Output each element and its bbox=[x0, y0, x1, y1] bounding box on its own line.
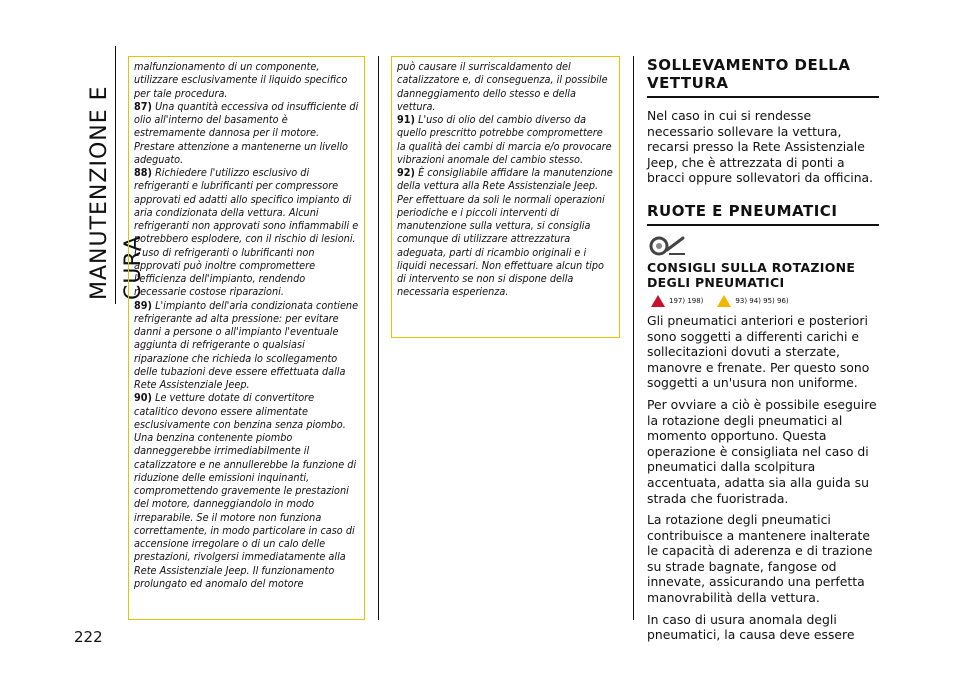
section-heading-lifting: SOLLEVAMENTO DELLA VETTURA bbox=[647, 56, 879, 98]
note-para: 89) L'impianto dell'aria condizionata contiene refrigerante ad alta pressione: per evitare danni a persone o all'impianto l'eventuale aggiunta di refrigerante o qualsiasi riparazione che richieda lo scollegamento delle tubazioni deve essere effettuata dalla Rete Assistenziale Jeep. bbox=[134, 298, 359, 391]
column-divider-2 bbox=[633, 56, 634, 620]
yellow-warning-triangle-icon bbox=[717, 295, 731, 307]
red-warning-triangle-icon bbox=[651, 295, 665, 307]
subheading-rotation: CONSIGLI SULLA ROTAZIONE DEGLI PNEUMATICI bbox=[647, 259, 856, 290]
note-para: 92) È consigliabile affidare la manutenzione della vettura alla Rete Assistenziale Jeep. Per effettuare da soli le normali operazioni periodiche e i piccoli interventi di manutenzione sulla vettura, si consiglia comunque di utilizzare attrezzatura adeguata, parti di ricambio originali e i liquidi necessari. Non effettuare alcun tipo di intervento se non si dispone della necessaria esperienza. bbox=[397, 166, 613, 299]
section-heading-wheels: RUOTE E PNEUMATICI bbox=[647, 202, 879, 226]
body-paragraph: La rotazione degli pneumatici contribuisce a mantenere inalterate le capacità di aderenza e di trazione su strade bagnate, fangose od innevate, assicurando una perfetta manovrabilità della vettura. bbox=[647, 512, 873, 606]
sidebar-rule bbox=[115, 46, 116, 304]
body-paragraph: In caso di usura anomala degli pneumatici, la causa deve essere bbox=[647, 611, 855, 643]
note-box-left bbox=[128, 56, 365, 620]
note-para: 91) L'uso di olio del cambio diverso da quello prescritto potrebbe compromettere la qualità dei cambi di marcia e/o provocare vibrazioni anomale del cambio stesso. bbox=[397, 113, 612, 166]
warning-refs-yellow: 93) 94) 95) 96) bbox=[735, 296, 789, 305]
warning-refs-red: 197) 198) bbox=[669, 296, 704, 305]
column-divider-1 bbox=[378, 56, 379, 620]
lifting-paragraph: Nel caso in cui si rendesse necessario sollevare la vettura, recarsi presso la Rete Assistenziale Jeep, che è attrezzata di ponti a bracci oppure sollevatori da officina. bbox=[647, 108, 874, 186]
note-para: 88) Richiedere l'utilizzo esclusivo di refrigeranti e lubrificanti per compressore approvati ed adatti allo specifico impianto di aria condizionata della vettura. Alcuni refrigeranti non approvati sono infiammabili e potrebbero esplodere, con il rischio di lesioni. L'uso di refrigeranti o lubrificanti non approvati può inoltre compromettere l'efficienza dell'impianto, rendendo necessarie costose riparazioni. bbox=[134, 166, 359, 299]
page-number: 222 bbox=[74, 628, 103, 646]
warning-refs bbox=[651, 295, 879, 307]
note-para: malfunzionamento di un componente, utilizzare esclusivamente il liquido specifico per tale procedura. bbox=[134, 60, 348, 100]
body-paragraph: Gli pneumatici anteriori e posteriori sono soggetti a differenti carichi e sollecitazioni dovuti a sterzate, manovre e frenate. Per questo sono soggetti a un'usura non uniforme. bbox=[647, 312, 870, 391]
sidebar-section-title: MANUTENZIONE E CURA bbox=[87, 85, 146, 300]
note-box-middle bbox=[391, 56, 620, 338]
tire-wrench-icon bbox=[649, 234, 689, 256]
right-column bbox=[647, 56, 879, 649]
note-para: può causare il surriscaldamento del catalizzatore e, di conseguenza, il possibile danneggiamento dello stesso e della vettura. bbox=[397, 60, 608, 113]
note-para: 90) Le vetture dotate di convertitore catalitico devono essere alimentate esclusivamente con benzina senza piombo. Una benzina contenente piombo danneggerebbe irrimediabilmente il catalizzatore e ne annullerebbe la funzione di riduzione delle emissioni inquinanti, compromettendo gravemente le prestazioni del motore, danneggiandolo in modo irreparabile. Se il motore non funziona correttamente, in modo particolare in caso di accensione irregolare o di un calo delle prestazioni, rivolgersi immediatamente alla Rete Assistenziale Jeep. Il funzionamento prolungato ed anomalo del motore bbox=[134, 391, 357, 590]
body-paragraph: Per ovviare a ciò è possibile eseguire la rotazione degli pneumatici al momento opportuno. Questa operazione è consigliata nel caso di pneumatici dalla scolpitura accentuata, adatta sia alla guida su strada che fuoristrada. bbox=[647, 396, 877, 506]
note-para: 87) Una quantità eccessiva od insufficiente di olio all'interno del basamento è estremamente dannosa per il motore. Prestare attenzione a mantenerne un livello adeguato. bbox=[134, 99, 359, 166]
